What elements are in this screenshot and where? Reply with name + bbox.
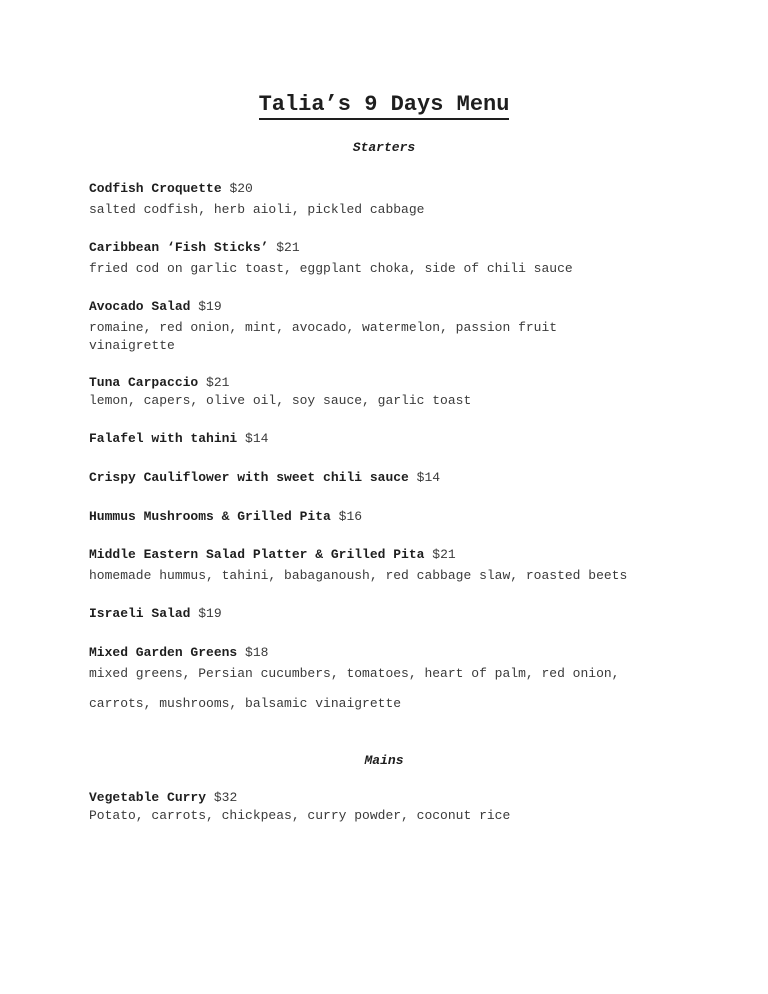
item-name: Codfish Croquette	[89, 181, 222, 196]
item-description: salted codfish, herb aioli, pickled cabbage	[89, 202, 425, 217]
item-price: $21	[206, 375, 230, 390]
menu-item	[89, 605, 689, 623]
item-name: Israeli Salad	[89, 606, 191, 621]
item-name: Caribbean ‘Fish Sticks’	[89, 240, 269, 255]
menu-item	[89, 430, 689, 448]
menu-item	[89, 469, 689, 487]
item-price: $21	[276, 240, 300, 255]
item-price: $32	[213, 790, 238, 805]
item-price: $14	[416, 470, 441, 485]
menu-item	[89, 508, 689, 526]
item-name: Crispy Cauliflower with sweet chili sauce	[89, 470, 409, 485]
item-name: Middle Eastern Salad Platter & Grilled Pita	[89, 547, 425, 562]
section-heading-starters: Starters	[352, 140, 416, 155]
item-name: Vegetable Curry	[89, 790, 207, 805]
menu-item	[89, 546, 689, 585]
item-price: $18	[245, 645, 269, 660]
menu-title	[0, 90, 768, 120]
item-description: lemon, capers, olive oil, soy sauce, garlic toast	[89, 393, 472, 408]
item-price: $20	[229, 181, 253, 196]
item-description: romaine, red onion, mint, avocado, watermelon, passion fruit vinaigrette	[89, 320, 558, 353]
item-price: $14	[245, 431, 269, 446]
menu-item	[89, 374, 689, 410]
item-name: Hummus Mushrooms & Grilled Pita	[89, 509, 331, 524]
item-name: Avocado Salad	[89, 299, 191, 314]
item-name: Tuna Carpaccio	[89, 375, 199, 390]
menu-item	[89, 789, 689, 825]
menu-item	[89, 239, 689, 278]
item-price: $21	[432, 547, 456, 562]
menu-item	[89, 180, 689, 219]
item-price: $19	[198, 606, 222, 621]
item-price: $19	[198, 299, 222, 314]
item-description: mixed greens, Persian cucumbers, tomatoes, heart of palm, red onion,	[89, 666, 620, 681]
item-price: $16	[338, 509, 363, 524]
menu-item	[89, 644, 689, 713]
item-description-continued: carrots, mushrooms, balsamic vinaigrette	[89, 696, 402, 711]
item-name: Falafel with tahini	[89, 431, 238, 446]
item-description: fried cod on garlic toast, eggplant choka, side of chili sauce	[89, 261, 573, 276]
item-description: Potato, carrots, chickpeas, curry powder, coconut rice	[89, 808, 511, 823]
item-description: homemade hummus, tahini, babaganoush, red cabbage slaw, roasted beets	[89, 568, 628, 583]
menu-item	[89, 298, 609, 355]
section-heading-mains: Mains	[364, 753, 404, 768]
menu-title-text: Talia’s 9 Days Menu	[259, 92, 510, 120]
item-name: Mixed Garden Greens	[89, 645, 238, 660]
